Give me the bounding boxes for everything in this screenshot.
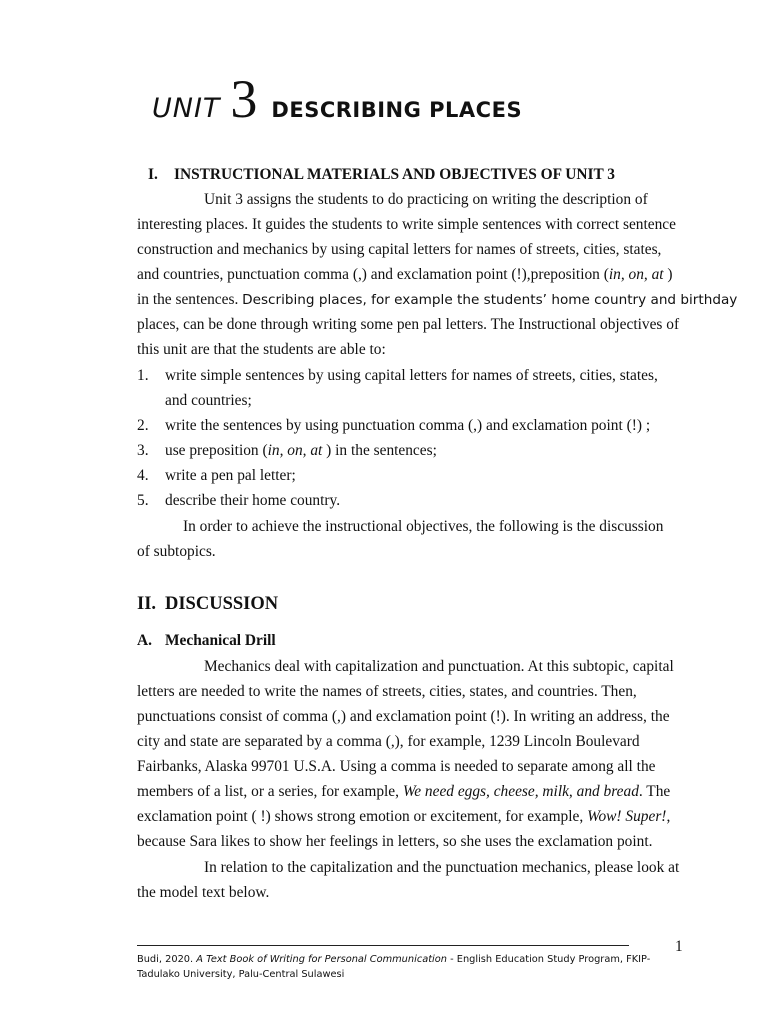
subsection-letter: A. xyxy=(137,632,152,649)
text-run-casual: Describing places, for example the students’ home country and birthday xyxy=(242,292,738,308)
text-run-italic: in, on, at xyxy=(608,266,664,283)
subsection-heading-text: Mechanical Drill xyxy=(165,632,276,649)
section-number: I. xyxy=(148,166,158,183)
text-run: - English Education Study Program, FKIP- xyxy=(446,954,651,965)
list-item-continuation: and countries; xyxy=(165,392,252,409)
text-run: use preposition ( xyxy=(165,442,268,459)
page-number: 1 xyxy=(675,938,683,955)
unit-number: 3 xyxy=(230,69,258,129)
text-run: members of a list, or a series, for example, xyxy=(137,783,403,800)
paragraph-line xyxy=(137,265,673,285)
footer-citation-line xyxy=(137,952,650,967)
paragraph-line: interesting places. It guides the students to write simple sentences with correct sentence xyxy=(137,216,676,233)
text-run: . The xyxy=(638,783,671,800)
list-item: describe their home country. xyxy=(165,492,341,509)
text-run-italic: A Text Book of Writing for Personal Communication xyxy=(196,954,447,965)
list-item-number: 5. xyxy=(137,492,149,509)
paragraph-line: because Sara likes to show her feelings in letters, so she uses the exclamation point. xyxy=(137,833,653,850)
text-run: and countries, punctuation comma (,) and exclamation point (!),preposition ( xyxy=(137,266,609,283)
list-item: write the sentences by using punctuation comma (,) and exclamation point (!) ; xyxy=(165,417,651,434)
list-item-number: 3. xyxy=(137,442,149,459)
text-run: in the sentences. xyxy=(137,291,243,308)
paragraph-line: construction and mechanics by using capital letters for names of streets, cities, states, xyxy=(137,241,662,258)
list-item-number: 1. xyxy=(137,367,149,384)
section-number: II. xyxy=(137,594,157,614)
paragraph-line: of subtopics. xyxy=(137,543,216,560)
list-item: write a pen pal letter; xyxy=(165,467,296,484)
paragraph-line: Mechanics deal with capitalization and punctuation. At this subtopic, capital xyxy=(204,658,674,675)
paragraph-line xyxy=(137,290,737,310)
text-run: exclamation point ( !) shows strong emotion or excitement, for example, xyxy=(137,808,588,825)
paragraph-line xyxy=(137,807,670,827)
paragraph-line: In order to achieve the instructional objectives, the following is the discussion xyxy=(183,518,664,535)
list-item-number: 4. xyxy=(137,467,149,484)
list-item: write simple sentences by using capital letters for names of streets, cities, states, xyxy=(165,367,658,384)
text-run-italic: We need eggs, cheese, milk, and bread xyxy=(402,783,639,800)
paragraph-line xyxy=(137,782,670,802)
paragraph-line: the model text below. xyxy=(137,884,270,901)
unit-label: UNIT xyxy=(152,93,221,124)
text-run: ) xyxy=(663,266,673,283)
section-heading-text: DISCUSSION xyxy=(165,594,279,614)
list-item xyxy=(165,441,437,461)
paragraph-line: this unit are that the students are able to: xyxy=(137,341,386,358)
text-run: ) in the sentences; xyxy=(322,442,437,459)
footer-citation-line: Tadulako University, Palu-Central Sulawesi xyxy=(137,969,345,980)
text-run-italic: in, on, at xyxy=(267,442,323,459)
text-run: Budi, 2020. xyxy=(137,954,197,965)
paragraph-line: Unit 3 assigns the students to do practicing on writing the description of xyxy=(204,191,648,208)
text-run-italic: Wow! Super! xyxy=(587,808,667,825)
paragraph-line: places, can be done through writing some pen pal letters. The Instructional objectives of xyxy=(137,316,680,333)
footer-divider xyxy=(137,945,629,946)
text-run: , xyxy=(666,808,671,825)
paragraph-line: Fairbanks, Alaska 99701 U.S.A. Using a comma is needed to separate among all the xyxy=(137,758,656,775)
section-heading-discussion xyxy=(137,592,278,616)
unit-title-text: DESCRIBING PLACES xyxy=(271,98,523,122)
paragraph-line: letters are needed to write the names of streets, cities, states, and countries. Then, xyxy=(137,683,637,700)
subsection-heading-mechanical-drill xyxy=(137,631,276,651)
section-heading-instructional xyxy=(148,165,615,185)
list-item-number: 2. xyxy=(137,417,149,434)
paragraph-line: city and state are separated by a comma (,), for example, 1239 Lincoln Boulevard xyxy=(137,733,640,750)
paragraph-line: punctuations consist of comma (,) and exclamation point (!). In writing an address, the xyxy=(137,708,670,725)
unit-title xyxy=(152,68,522,138)
section-heading-text: INSTRUCTIONAL MATERIALS AND OBJECTIVES OF UNIT 3 xyxy=(174,166,616,183)
paragraph-line: In relation to the capitalization and the punctuation mechanics, please look at xyxy=(204,859,680,876)
